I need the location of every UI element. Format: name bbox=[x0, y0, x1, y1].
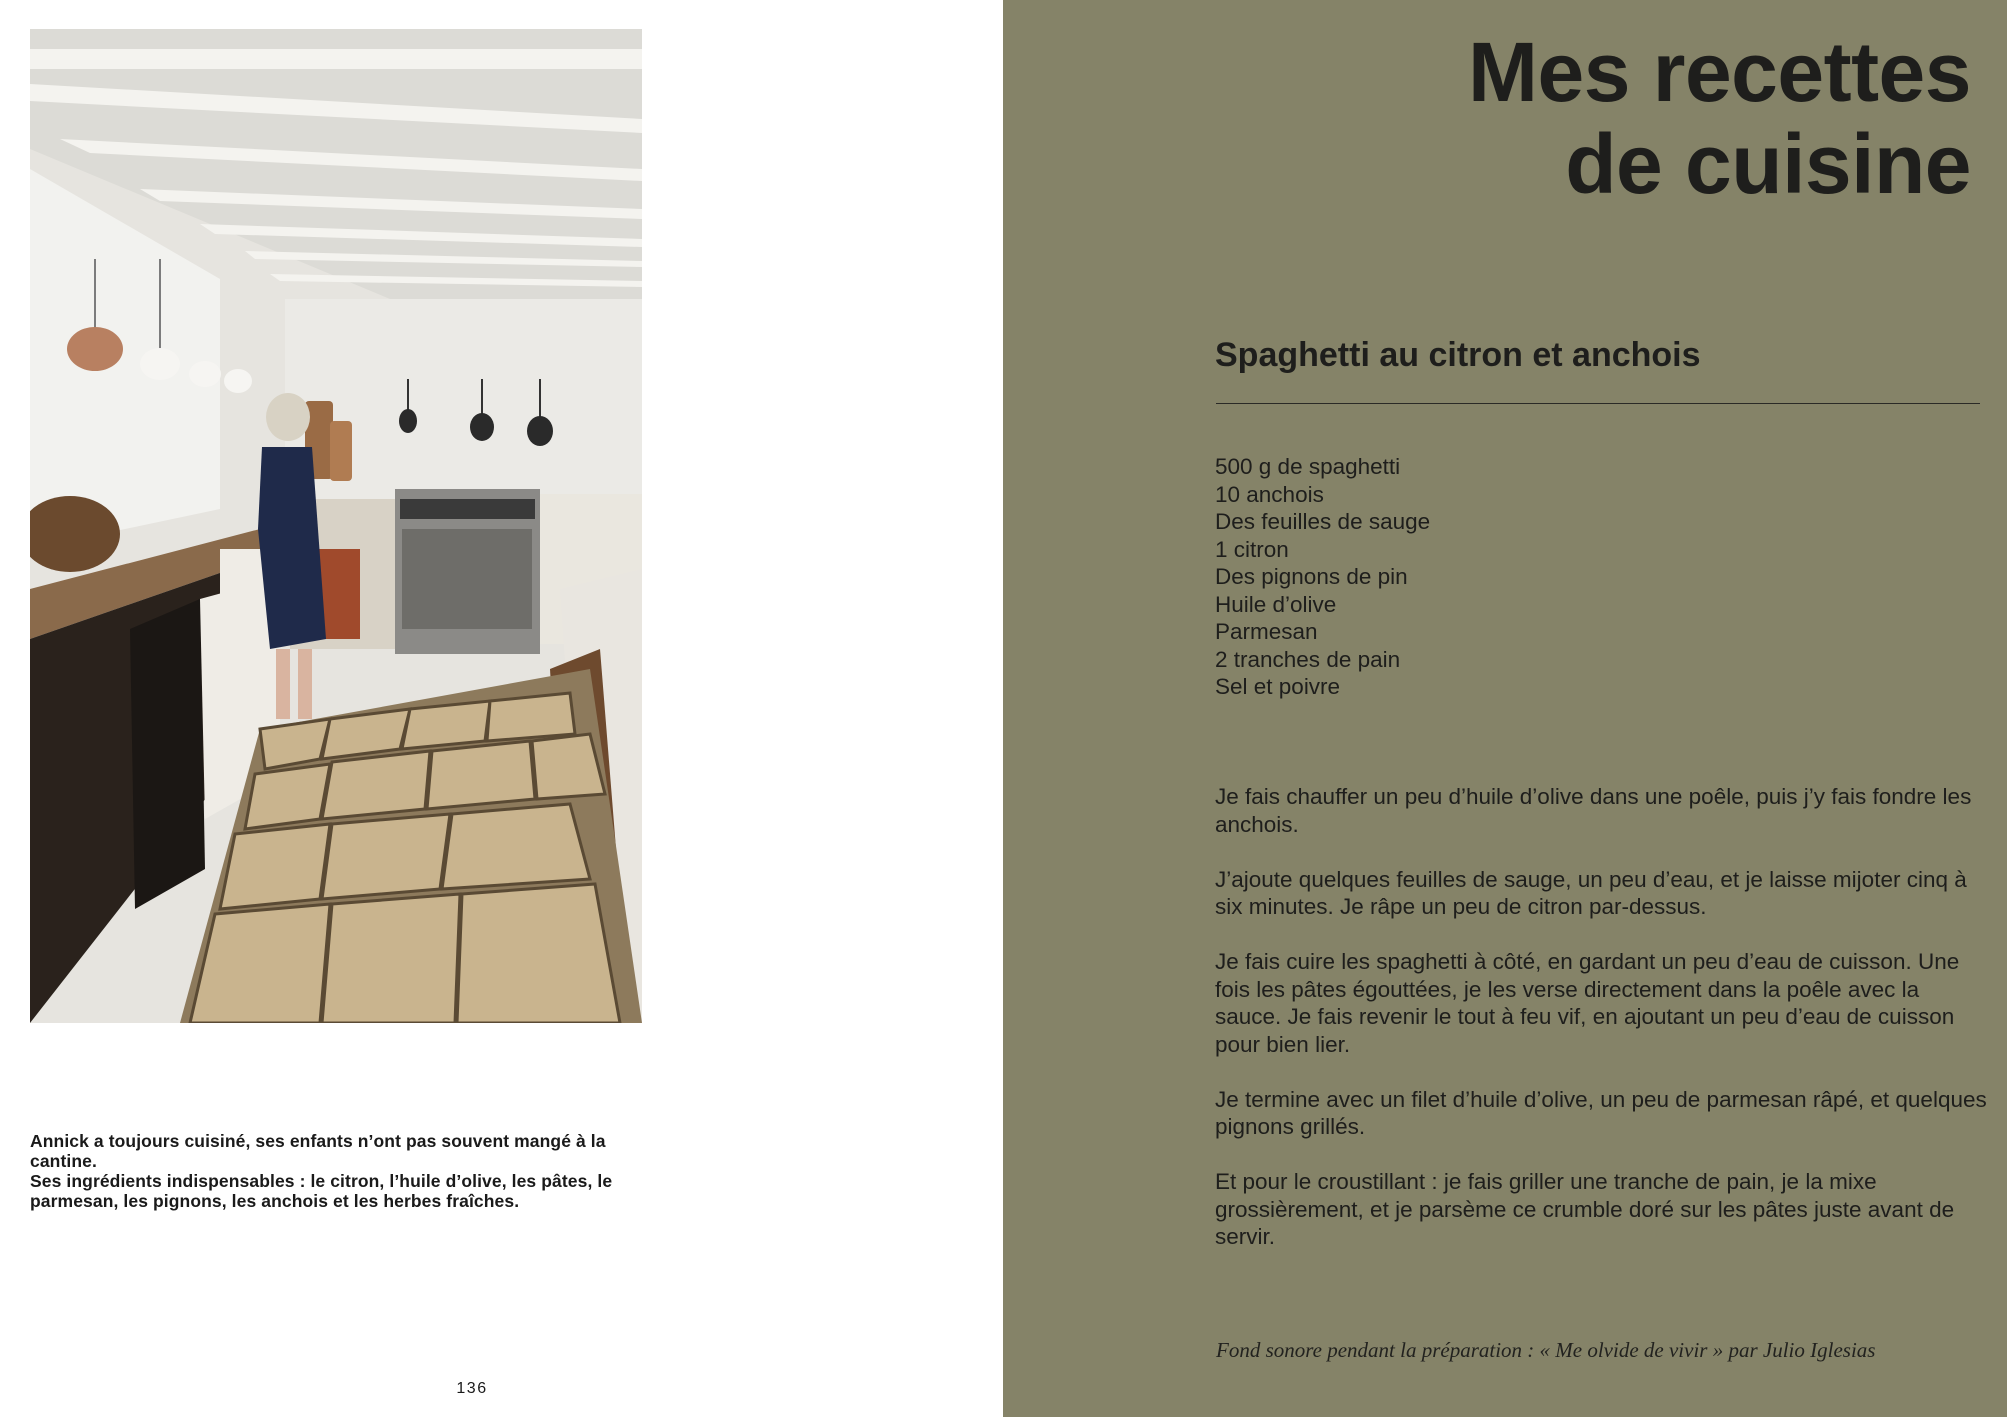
recipe-step: Je termine avec un filet d’huile d’olive, un peu de parmesan râpé, et quelques pignons grillés. bbox=[1215, 1086, 1987, 1139]
ingredient-item: Des feuilles de sauge bbox=[1215, 509, 1431, 534]
recipe-title: Spaghetti au citron et anchois bbox=[1215, 336, 1701, 374]
book-title-line-2: de cuisine bbox=[1565, 117, 1971, 211]
ingredient-item: 500 g de spaghetti bbox=[1215, 454, 1401, 479]
recipe-steps bbox=[1215, 783, 1990, 1278]
photo-caption bbox=[30, 1131, 630, 1211]
soundtrack-note: Fond sonore pendant la préparation : « Me olvide de vivir » par Julio Iglesias bbox=[1216, 1338, 1876, 1362]
ingredient-list bbox=[1215, 453, 1815, 701]
ingredient-item: 2 tranches de pain bbox=[1215, 646, 1401, 672]
page-number: 136 bbox=[456, 1380, 488, 1397]
ingredient-item: Huile d’olive bbox=[1215, 591, 1337, 617]
kitchen-photo bbox=[30, 29, 642, 1023]
ingredient-item: Sel et poivre bbox=[1215, 674, 1341, 699]
book-title-line-1: Mes recettes bbox=[1468, 25, 1971, 119]
ingredient-item: 1 citron bbox=[1215, 536, 1289, 562]
caption-line-1: Annick a toujours cuisiné, ses enfants n’ont pas souvent mangé à la cantine. bbox=[30, 1131, 606, 1171]
title-divider bbox=[1216, 403, 1980, 404]
recipe-step: Et pour le croustillant : je fais griller une tranche de pain, je la mixe grossièrement, et je parsème ce crumble doré sur les pâtes juste avant de servir. bbox=[1215, 1169, 1955, 1249]
caption-line-2: Ses ingrédients indispensables : le citron, l’huile d’olive, les pâtes, le parmesan, les pignons, les anchois et les herbes fraîches. bbox=[30, 1171, 613, 1211]
recipe-step: Je fais cuire les spaghetti à côté, en gardant un peu d’eau de cuisson. Une fois les pâtes égouttées, je les verse directement dans la poêle avec la sauce. Je fais revenir le tout à feu vif, en ajoutant un peu d’eau de cuisson pour bien lier. bbox=[1215, 949, 1960, 1057]
book-title bbox=[1271, 26, 1971, 210]
recipe-step: Je fais chauffer un peu d’huile d’olive dans une poêle, puis j’y fais fondre les anchois. bbox=[1215, 784, 1972, 837]
ingredient-item: Parmesan bbox=[1215, 619, 1318, 644]
ingredient-item: Des pignons de pin bbox=[1215, 564, 1408, 589]
left-page bbox=[0, 0, 1003, 1417]
recipe-step: J’ajoute quelques feuilles de sauge, un peu d’eau, et je laisse mijoter cinq à six minutes. Je râpe un peu de citron par-dessus. bbox=[1215, 866, 1967, 919]
ingredient-item: 10 anchois bbox=[1215, 481, 1324, 507]
kitchen-illustration bbox=[30, 29, 642, 1023]
